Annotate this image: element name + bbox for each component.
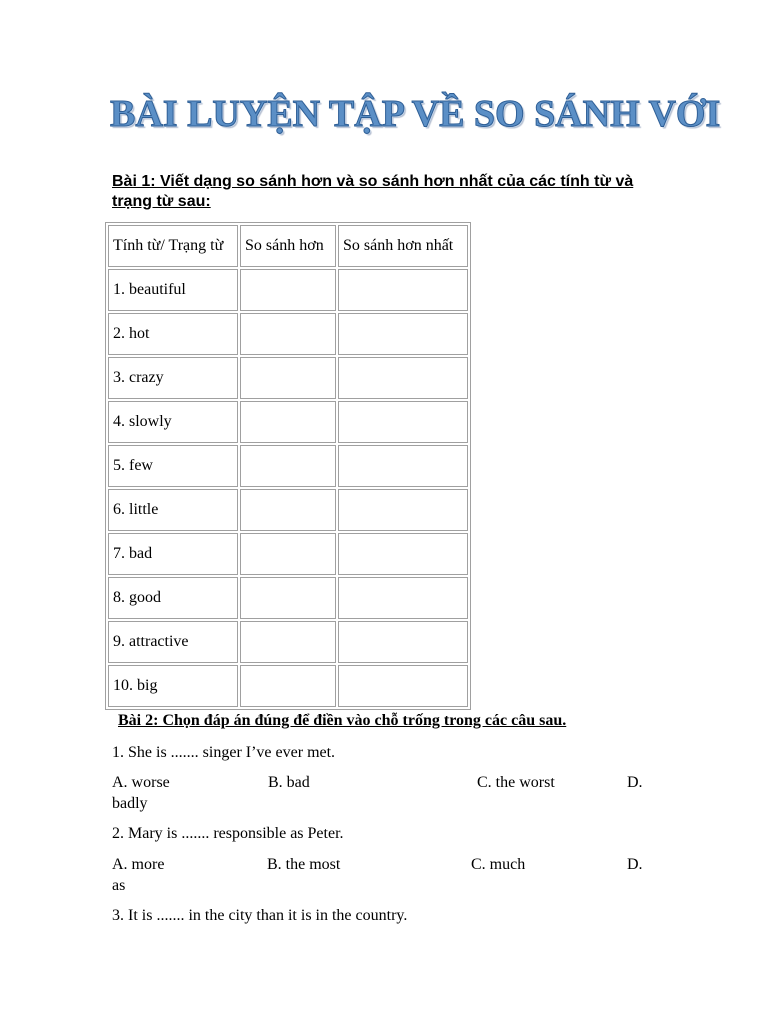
question-3: 3. It is ....... in the city than it is in the country. (112, 907, 408, 924)
question-2-option-c: C. much (471, 856, 526, 873)
row-word: 1. beautiful (108, 269, 238, 311)
superlative-cell (338, 401, 468, 443)
superlative-cell (338, 533, 468, 575)
comparative-cell (240, 313, 336, 355)
row-word: 5. few (108, 445, 238, 487)
page-title: BÀI LUYỆN TẬP VỀ SO SÁNH VỚI (110, 93, 721, 135)
comparative-cell (240, 401, 336, 443)
question-1-option-c: C. the worst (477, 774, 555, 791)
question-1-option-a: A. worse (112, 774, 170, 791)
superlative-cell (338, 269, 468, 311)
question-2-option-b: B. the most (267, 856, 341, 873)
row-word: 4. slowly (108, 401, 238, 443)
comparative-cell (240, 269, 336, 311)
question-1: 1. She is ....... singer I’ve ever met. (112, 744, 336, 761)
comparative-cell (240, 665, 336, 707)
row-word: 10. big (108, 665, 238, 707)
row-word: 6. little (108, 489, 238, 531)
comparative-cell (240, 445, 336, 487)
comparative-cell (240, 489, 336, 531)
superlative-cell (338, 665, 468, 707)
question-1-option-b: B. bad (268, 774, 310, 791)
table-row (108, 445, 468, 487)
superlative-cell (338, 313, 468, 355)
header-comparative: So sánh hơn (240, 225, 336, 267)
exercise-1-heading: Bài 1: Viết dạng so sánh hơn và so sánh hơn nhất của các tính từ và trạng từ sau: (112, 173, 634, 210)
table-row (108, 621, 468, 663)
question-2-option-d-text: as (112, 877, 126, 894)
row-word: 9. attractive (108, 621, 238, 663)
question-1-option-d-label: D. (627, 774, 643, 791)
row-word: 8. good (108, 577, 238, 619)
table-row (108, 665, 468, 707)
row-word: 3. crazy (108, 357, 238, 399)
exercise-2-heading: Bài 2: Chọn đáp án đúng để điền vào chỗ trống trong các câu sau. (118, 712, 567, 729)
table-row (108, 357, 468, 399)
table-row (108, 577, 468, 619)
comparative-cell (240, 621, 336, 663)
question-2-option-d-label: D. (627, 856, 643, 873)
header-adjective: Tính từ/ Trạng từ (108, 225, 238, 267)
question-2: 2. Mary is ....... responsible as Peter. (112, 825, 344, 842)
comparison-table (105, 222, 471, 710)
table-row (108, 401, 468, 443)
question-1-option-d-text: badly (112, 795, 148, 812)
superlative-cell (338, 489, 468, 531)
comparative-cell (240, 533, 336, 575)
table-row (108, 269, 468, 311)
table-row (108, 313, 468, 355)
header-superlative: So sánh hơn nhất (338, 225, 468, 267)
comparative-cell (240, 577, 336, 619)
table-header-row (108, 225, 468, 267)
comparative-cell (240, 357, 336, 399)
row-word: 7. bad (108, 533, 238, 575)
row-word: 2. hot (108, 313, 238, 355)
question-2-option-a: A. more (112, 856, 165, 873)
superlative-cell (338, 621, 468, 663)
superlative-cell (338, 357, 468, 399)
superlative-cell (338, 445, 468, 487)
superlative-cell (338, 577, 468, 619)
table-row (108, 533, 468, 575)
table-row (108, 489, 468, 531)
